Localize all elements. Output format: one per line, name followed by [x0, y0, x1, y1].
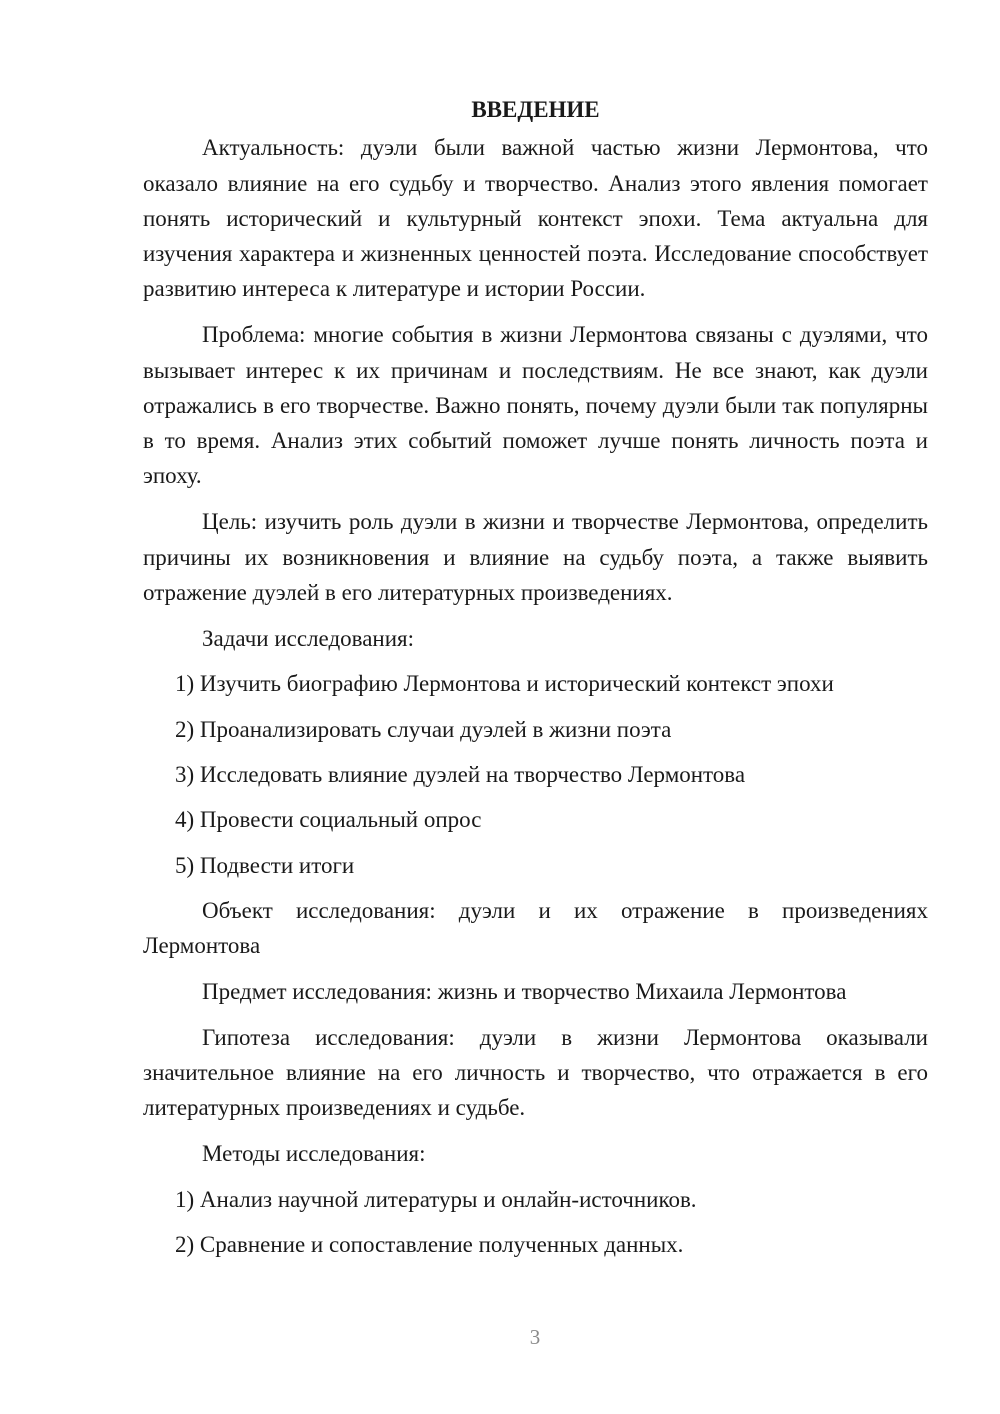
method-item: 1) Анализ научной литературы и онлайн-источников.	[175, 1187, 697, 1213]
goal-paragraph: Цель: изучить роль дуэли в жизни и творчестве Лермонтова, определить причины их возникновения и влияние на судьбу поэта, а также выявить отражение дуэлей в его литературных произведениях.	[143, 509, 928, 605]
task-item: 5) Подвести итоги	[175, 852, 355, 878]
subject-paragraph: Предмет исследования: жизнь и творчество Михаила Лермонтова	[202, 979, 847, 1005]
task-item: 4) Провести социальный опрос	[175, 807, 482, 833]
task-item: 2) Проанализировать случаи дуэлей в жизни поэта	[175, 716, 672, 742]
relevance-paragraph: Актуальность: дуэли были важной частью жизни Лермонтова, что оказало влияние на его судьбу и творчество. Анализ этого явления помогает понять исторический и культурный контекст эпохи. Тема актуальна для изучения характера и жизненных ценностей поэта. Исследование способствует развитию интереса к литературе и истории России.	[143, 135, 928, 302]
hypothesis-paragraph: Гипотеза исследования: дуэли в жизни Лермонтова оказывали значительное влияние на его личность и творчество, что отражается в его литературных произведениях и судьбе.	[143, 1024, 928, 1121]
task-item: 3) Исследовать влияние дуэлей на творчество Лермонтова	[175, 762, 746, 788]
object-paragraph: Объект исследования: дуэли и их отражение в произведениях Лермонтова	[143, 897, 928, 959]
tasks-heading: Задачи исследования:	[202, 625, 415, 651]
method-item: 2) Сравнение и сопоставление полученных данных.	[175, 1232, 684, 1258]
problem-paragraph: Проблема: многие события в жизни Лермонтова связаны с дуэлями, что вызывает интерес к их причинам и последствиям. Не все знают, как дуэли отражались в его творчестве. Важно понять, почему дуэли были так популярны в то время. Анализ этих событий поможет лучше понять личность поэта и эпоху.	[143, 322, 928, 489]
methods-heading: Методы исследования:	[202, 1141, 426, 1167]
section-title: ВВЕДЕНИЕ	[471, 97, 600, 122]
document-body	[143, 92, 928, 1273]
page-number: 3	[529, 1325, 541, 1349]
task-item: 1) Изучить биографию Лермонтова и исторический контекст эпохи	[175, 671, 834, 697]
